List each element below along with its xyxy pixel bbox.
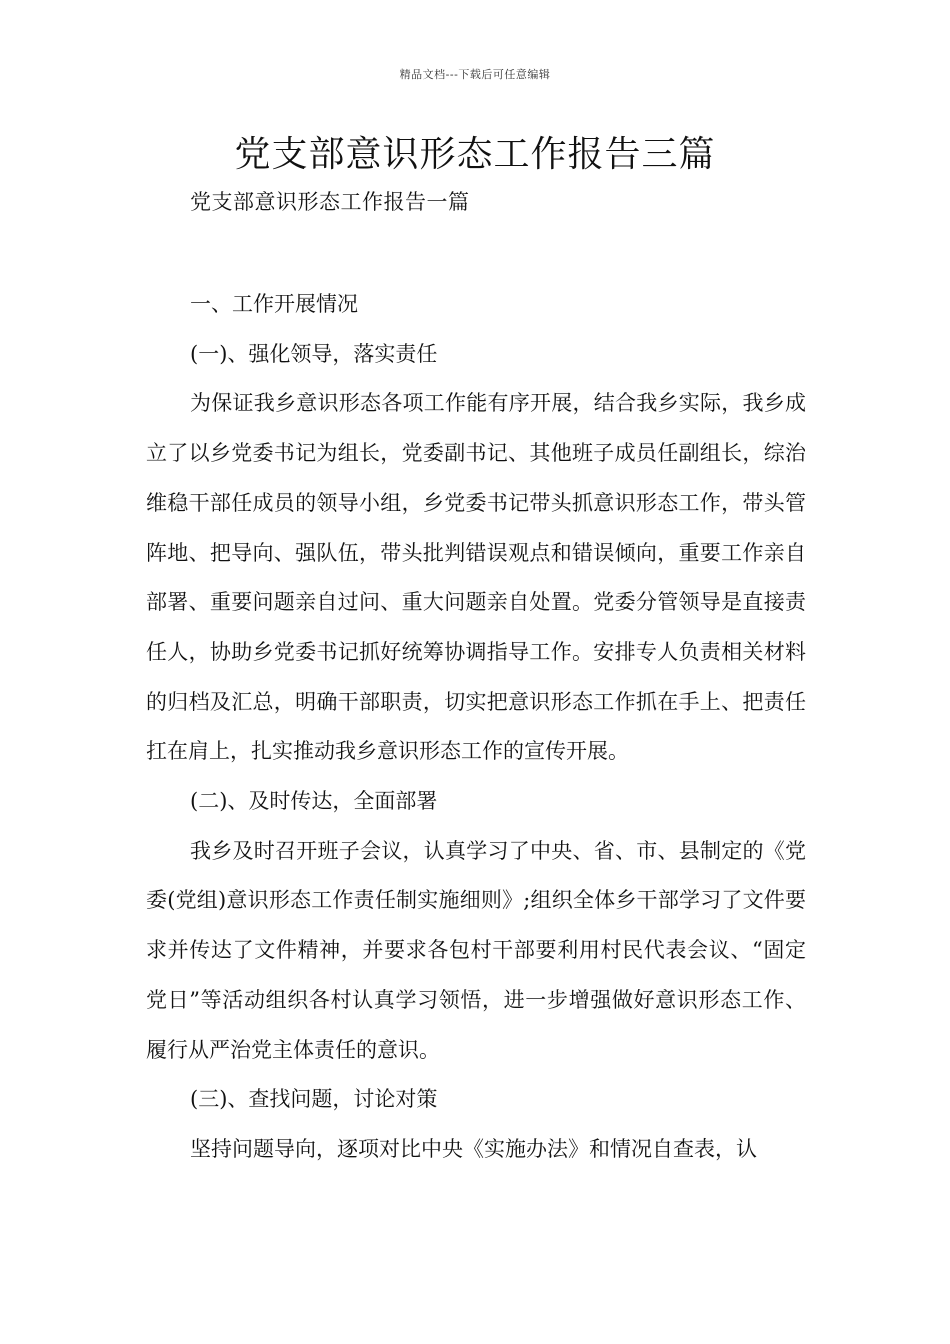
paragraph-3: 坚持问题导向，逐项对比中央《实施办法》和情况自查表，认	[190, 1136, 757, 1161]
header-note: 精品文档---下载后可任意编辑	[399, 68, 551, 81]
document-body	[146, 280, 806, 1175]
paragraph-2: 我乡及时召开班子会议，认真学习了中央、省、市、县制定的《党委(党组)意识形态工作责任制实施细则》;组织全体乡干部学习了文件要求并传达了文件精神，并要求各包村干部要利用村民代表会议、“固定党日”等活动组织各村认真学习领悟，进一步增强做好意识形态工作、履行从严治党主体责任的意识。	[146, 838, 806, 1062]
section-heading-1: 一、工作开展情况	[190, 292, 358, 316]
paragraph-1: 为保证我乡意识形态各项工作能有序开展，结合我乡实际，我乡成立了以乡党委书记为组长，党委副书记、其他班子成员任副组长，综治维稳干部任成员的领导小组，乡党委书记带头抓意识形态工作，带头管阵地、把导向、强队伍，带头批判错误观点和错误倾向，重要工作亲自部署、重要问题亲自过问、重大问题亲自处置。党委分管领导是直接责任人，协助乡党委书记抓好统筹协调指导工作。安排专人负责相关材料的归档及汇总，明确干部职责，切实把意识形态工作抓在手上、把责任扛在肩上，扎实推动我乡意识形态工作的宣传开展。	[146, 391, 806, 764]
document-title: 党支部意识形态工作报告三篇	[234, 134, 716, 175]
document-subtitle: 党支部意识形态工作报告一篇	[190, 190, 470, 214]
subsection-heading-2: (二)、及时传达，全面部署	[190, 789, 438, 814]
subsection-heading-3: (三)、查找问题，讨论对策	[190, 1087, 438, 1112]
subsection-heading-1: (一)、强化领导，落实责任	[190, 341, 438, 366]
